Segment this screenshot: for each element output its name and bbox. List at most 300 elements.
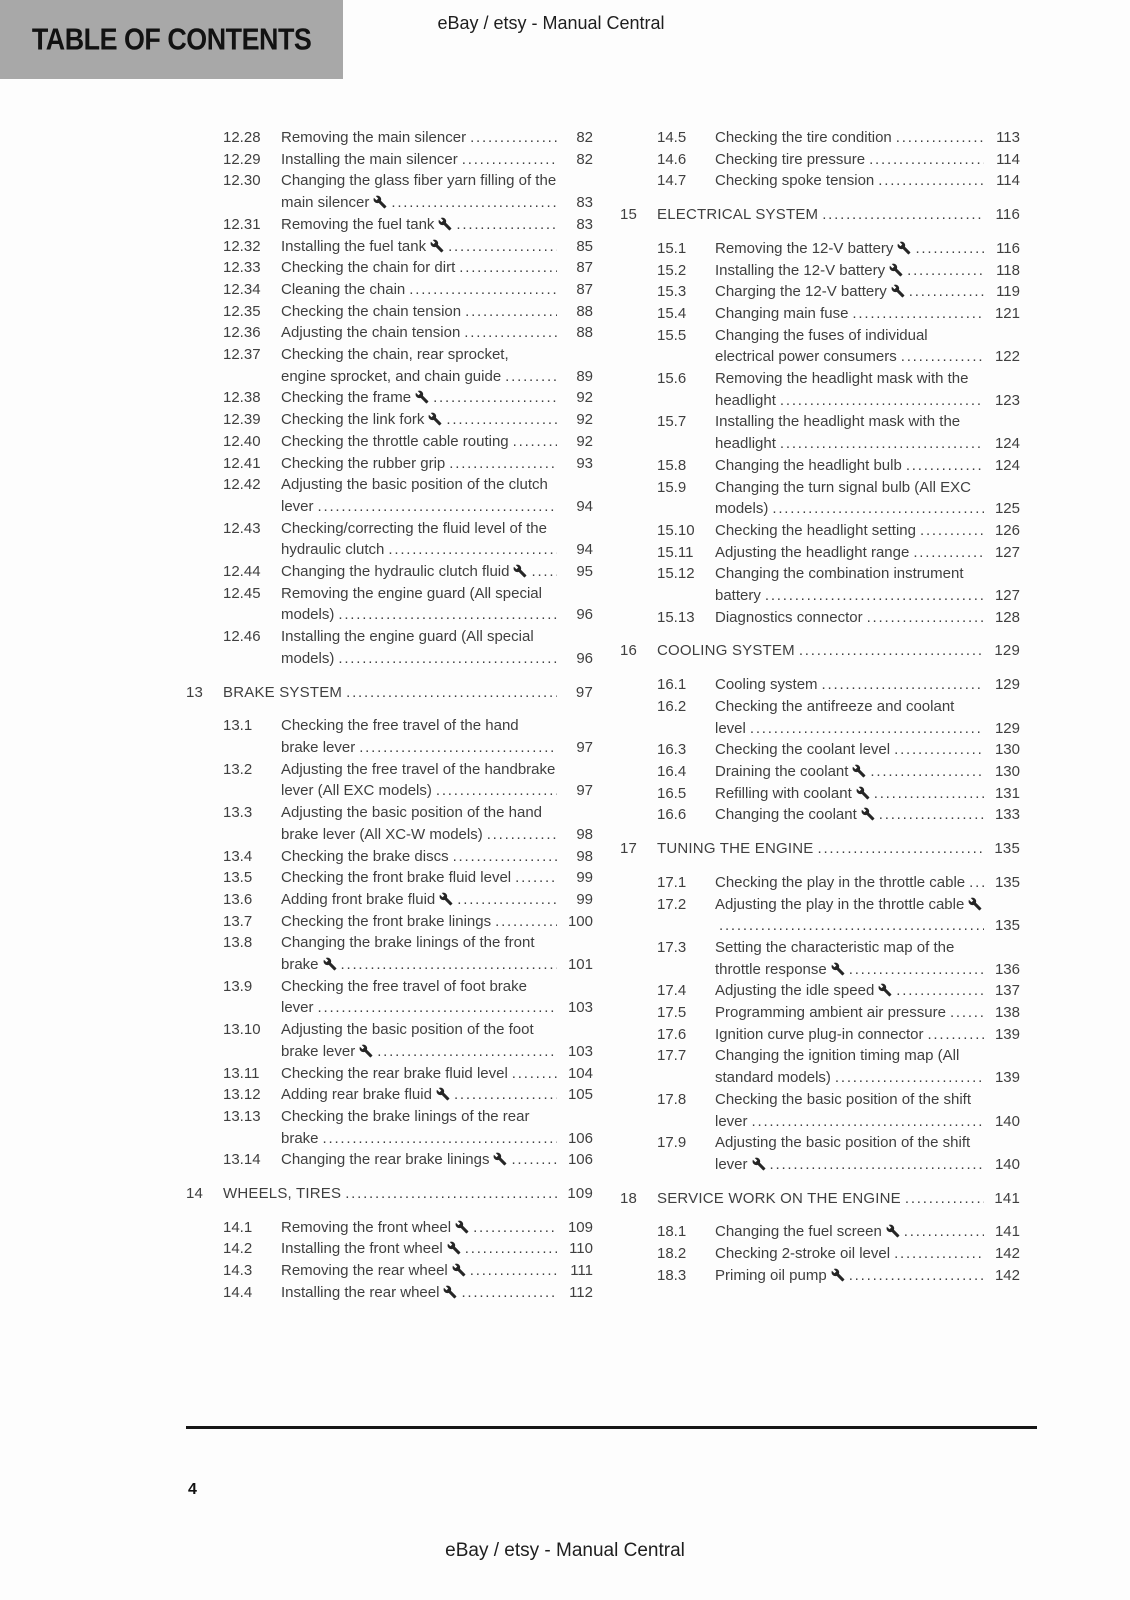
toc-entry-title-text: Checking the headlight setting [715, 521, 916, 539]
toc-entry-title [715, 170, 984, 192]
toc-entry-title [715, 455, 984, 477]
toc-entry-title [715, 674, 984, 696]
toc-entry-row [186, 1019, 593, 1062]
toc-entry-row [186, 279, 593, 301]
toc-entry-title [281, 561, 557, 583]
toc-entry-title [281, 759, 557, 802]
toc-entry-number: 15 [620, 206, 638, 224]
toc-entry-title-text: Changing the turn signal bulb (All EXC models) [715, 478, 971, 518]
toc-entry-page: 97 [575, 683, 593, 701]
toc-entry-number: 12.28 [223, 129, 261, 146]
toc-entry-number: 12.31 [223, 215, 261, 233]
toc-entry-title [715, 260, 984, 282]
toc-entry-number: 15.8 [657, 456, 687, 474]
toc-entry-number: 12.32 [223, 237, 261, 255]
wrench-icon [831, 1268, 845, 1282]
wrench-icon [856, 786, 870, 800]
toc-entry-number: 13.1 [223, 717, 253, 735]
toc-entry-row [186, 561, 593, 583]
toc-entry-title-text: Ignition curve plug-in connector [715, 1025, 924, 1043]
toc-entry-number: 13.12 [223, 1086, 261, 1104]
wrench-icon [493, 1152, 507, 1166]
toc-entry-row [620, 1265, 1020, 1287]
toc-entry-title-text: Adding rear brake fluid [281, 1086, 432, 1104]
toc-entry-page: 112 [569, 1283, 593, 1301]
toc-entry-title-text: Checking the chain for dirt [281, 259, 456, 277]
wrench-icon [447, 1241, 461, 1255]
wrench-icon [373, 195, 387, 209]
toc-entry-title [281, 867, 557, 889]
toc-entry-title-text: Removing the headlight mask with the headlight [715, 370, 969, 409]
toc-entry-title [281, 715, 557, 758]
toc-entry-title-text: Cooling system [715, 676, 818, 694]
toc-entry-row [620, 325, 1020, 368]
wrench-icon [889, 263, 903, 277]
toc-entry-title [715, 804, 984, 826]
toc-entry-title-text: Changing the fuel screen [715, 1223, 882, 1241]
toc-entry-number: 17.8 [657, 1090, 687, 1108]
toc-entry-number: 15.12 [657, 565, 695, 583]
toc-entry-page: 83 [576, 194, 593, 212]
toc-entry-title [715, 783, 984, 805]
toc-entry-page: 93 [576, 454, 593, 472]
toc-entry-title [281, 409, 557, 431]
toc-entry-title [715, 1089, 984, 1132]
toc-entry-number: 17.1 [657, 873, 687, 891]
toc-entry-title-text: Checking the throttle cable routing [281, 432, 509, 450]
toc-entry-row [186, 759, 593, 802]
toc-entry-row [186, 431, 593, 453]
toc-entry-row [620, 520, 1020, 542]
toc-entry-row [620, 872, 1020, 894]
toc-entry-title-text: Installing the rear wheel [281, 1283, 440, 1301]
toc-entry-row [186, 1260, 593, 1282]
toc-entry-page: 111 [570, 1262, 593, 1280]
toc-entry-number: 12.43 [223, 519, 261, 537]
wrench-icon [428, 412, 442, 426]
toc-entry-number: 13.8 [223, 934, 253, 952]
toc-entry-page: 92 [576, 411, 593, 429]
toc-entry-row [186, 583, 593, 626]
toc-entry-row [620, 260, 1020, 282]
toc-entry-title [715, 1265, 984, 1287]
toc-entry-page: 125 [994, 500, 1020, 518]
toc-entry-page: 139 [994, 1025, 1020, 1043]
toc-entry-number: 13.2 [223, 760, 253, 778]
toc-entry-title [281, 518, 557, 561]
toc-entry-title-text: Checking tire pressure [715, 150, 866, 168]
toc-entry-row [620, 411, 1020, 454]
toc-entry-title-text: Removing the 12-V battery [715, 239, 894, 257]
toc-entry-number: 18.3 [657, 1266, 687, 1284]
toc-entry-page: 100 [567, 912, 593, 930]
toc-entry-title [715, 368, 984, 411]
wrench-icon [443, 1285, 457, 1299]
toc-entry-number: 12.37 [223, 346, 261, 364]
toc-entry-title-text: Changing the rear brake linings [281, 1151, 490, 1169]
toc-entry-page: 85 [576, 237, 593, 255]
toc-entry-page: 103 [567, 999, 593, 1017]
toc-entry-page: 103 [567, 1042, 593, 1060]
toc-entry-row [186, 518, 593, 561]
toc-entry-title-text: Checking spoke tension [715, 172, 875, 190]
toc-entry-title [281, 802, 557, 845]
toc-entry-page: 114 [996, 150, 1020, 168]
toc-entry-row [620, 696, 1020, 739]
toc-entry-title-text: Adjusting the basic position of the shift lever [715, 1134, 971, 1173]
toc-entry-number: 15.3 [657, 283, 687, 301]
toc-entry-row [186, 1063, 593, 1085]
toc-entry-number: 13.11 [223, 1064, 260, 1082]
toc-entry-page: 94 [576, 497, 593, 515]
toc-entry-row [620, 1132, 1020, 1175]
toc-entry-title [281, 127, 557, 149]
toc-entry-page: 87 [576, 259, 593, 277]
toc-entry-page: 129 [994, 642, 1020, 660]
toc-entry-title [281, 236, 557, 258]
toc-entry-page: 83 [576, 215, 593, 233]
toc-entry-title [715, 1024, 984, 1046]
toc-entry-title [715, 1243, 984, 1265]
toc-entry-number: 14.3 [223, 1262, 253, 1280]
toc-entry-page: 138 [994, 1004, 1020, 1022]
toc-entry-number: 12.33 [223, 259, 261, 277]
toc-entry-page: 127 [994, 543, 1020, 561]
toc-entry-title [281, 1149, 557, 1171]
toc-entry-row [186, 1238, 593, 1260]
toc-entry-page: 101 [567, 956, 593, 974]
toc-entry-title-text: SERVICE WORK ON THE ENGINE [657, 1189, 901, 1207]
toc-entry-page: 82 [576, 129, 593, 146]
toc-entry-title-text: BRAKE SYSTEM [223, 683, 343, 701]
toc-entry-row [620, 477, 1020, 520]
toc-entry-page: 142 [994, 1266, 1020, 1284]
toc-entry-number: 16.4 [657, 762, 687, 780]
toc-entry-page: 128 [994, 608, 1020, 626]
toc-entry-title-text: Checking the rubber grip [281, 454, 446, 472]
toc-entry-number: 18.2 [657, 1245, 687, 1263]
toc-entry-page: 92 [576, 389, 593, 407]
toc-entry-number: 17.2 [657, 895, 687, 913]
toc-entry-page: 114 [996, 172, 1020, 190]
toc-entry-number: 16.1 [657, 676, 687, 694]
toc-entry-title-text: Checking the rear brake fluid level [281, 1064, 508, 1082]
toc-entry-page: 137 [994, 982, 1020, 1000]
toc-entry-page: 136 [994, 960, 1020, 978]
toc-entry-number: 13.4 [223, 847, 253, 865]
toc-entry-number: 14.4 [223, 1283, 253, 1301]
toc-entry-page: 135 [994, 873, 1020, 891]
toc-entry-page: 95 [576, 563, 593, 581]
toc-entry-title [715, 980, 984, 1002]
toc-entry-row [620, 937, 1020, 980]
toc-entry-row [186, 1084, 593, 1106]
toc-entry-number: 16.6 [657, 806, 687, 824]
toc-entry-page: 87 [576, 280, 593, 298]
toc-entry-title-text: Adjusting the headlight range [715, 543, 910, 561]
toc-entry-row [186, 846, 593, 868]
toc-entry-page: 140 [994, 1155, 1020, 1173]
toc-entry-title [281, 1217, 557, 1239]
toc-entry-page: 123 [994, 391, 1020, 409]
toc-entry-row [620, 980, 1020, 1002]
toc-entry-row [186, 149, 593, 171]
toc-entry-row [620, 455, 1020, 477]
toc-entry-number: 16.2 [657, 697, 687, 715]
toc-entry-row [186, 236, 593, 258]
toc-entry-number: 17.3 [657, 938, 687, 956]
toc-entry-title [281, 1260, 557, 1282]
toc-entry-number: 13.14 [223, 1151, 261, 1169]
toc-entry-page: 129 [994, 719, 1020, 737]
toc-entry-title-text: TUNING THE ENGINE [657, 840, 814, 858]
toc-entry-title [715, 1221, 984, 1243]
toc-entry-number: 13.5 [223, 869, 253, 887]
toc-entry-title [657, 204, 984, 226]
toc-entry-page: 88 [576, 302, 593, 320]
toc-entry-number: 17.9 [657, 1134, 687, 1152]
toc-entry-row [620, 674, 1020, 696]
toc-entry-row [620, 542, 1020, 564]
toc-entry-number: 12.46 [223, 628, 261, 646]
toc-entry-title-text: Installing the engine guard (All special models) [281, 628, 534, 667]
wrench-icon [852, 764, 866, 778]
toc-entry-title-text: Changing the headlight bulb [715, 456, 902, 474]
toc-entry-title-text: COOLING SYSTEM [657, 642, 795, 660]
toc-entry-page: 116 [996, 239, 1020, 257]
toc-entry-title [281, 932, 557, 975]
toc-entry-row [620, 563, 1020, 606]
toc-entry-title-text: Checking the link fork [281, 411, 425, 429]
toc-entry-title-text: Adjusting the chain tension [281, 324, 461, 342]
toc-entry-page: 97 [576, 738, 593, 756]
toc-entry-row [620, 1045, 1020, 1088]
toc-entry-number: 17 [620, 840, 638, 858]
toc-entry-title [715, 739, 984, 761]
toc-entry-title-text: Checking 2-stroke oil level [715, 1245, 891, 1263]
toc-entry-title [281, 1106, 557, 1149]
toc-entry-title-text: Changing main fuse [715, 304, 849, 322]
toc-entry-row [186, 127, 593, 149]
toc-entry-page: 119 [996, 283, 1020, 301]
toc-chapter-row [186, 682, 593, 704]
toc-entry-title-text: Refilling with coolant [715, 784, 852, 802]
toc-entry-row [620, 894, 1020, 937]
toc-entry-title-text: Checking the brake linings of the rear brake [281, 1107, 530, 1147]
toc-entry-number: 15.6 [657, 370, 687, 388]
toc-entry-number: 17.7 [657, 1047, 687, 1065]
toc-entry-row [620, 804, 1020, 826]
toc-entry-title-text: Installing the front wheel [281, 1240, 443, 1258]
toc-entry-page: 106 [567, 1129, 593, 1147]
toc-entry-row [186, 1106, 593, 1149]
toc-entry-page: 139 [994, 1069, 1020, 1087]
toc-entry-title [715, 761, 984, 783]
toc-entry-title [657, 1188, 984, 1210]
toc-entry-title [715, 1002, 984, 1024]
wrench-icon [439, 892, 453, 906]
wrench-icon [438, 217, 452, 231]
toc-entry-number: 12.40 [223, 432, 261, 450]
toc-entry-title-text: Checking the free travel of the hand brake lever [281, 717, 519, 756]
toc-entry-page: 96 [576, 649, 593, 667]
toc-entry-page: 104 [567, 1064, 593, 1082]
page-number: 4 [188, 1481, 197, 1498]
toc-entry-row [186, 626, 593, 669]
toc-entry-page: 92 [576, 432, 593, 450]
toc-entry-title [281, 626, 557, 669]
toc-entry-title [281, 149, 557, 171]
toc-entry-number: 12.39 [223, 411, 261, 429]
toc-entry-number: 13.13 [223, 1107, 261, 1125]
toc-entry-page: 127 [994, 587, 1020, 605]
toc-entry-title [715, 696, 984, 739]
toc-entry-page: 124 [994, 435, 1020, 453]
wrench-icon [897, 241, 911, 255]
toc-entry-title [281, 1019, 557, 1062]
toc-entry-number: 16.5 [657, 784, 687, 802]
toc-entry-title-text: Checking the basic position of the shift lever [715, 1090, 971, 1130]
toc-entry-number: 16.3 [657, 741, 687, 759]
toc-entry-page: 88 [576, 324, 593, 342]
toc-entry-title [715, 542, 984, 564]
toc-entry-number: 12.38 [223, 389, 261, 407]
toc-entry-row [620, 1002, 1020, 1024]
wrench-icon [831, 962, 845, 976]
toc-entry-title [715, 563, 984, 606]
toc-entry-title-text: Removing the rear wheel [281, 1262, 448, 1280]
toc-chapter-row [620, 204, 1020, 226]
toc-entry-title [281, 889, 557, 911]
toc-entry-row [186, 387, 593, 409]
toc-entry-number: 15.1 [657, 239, 687, 257]
toc-entry-title [715, 520, 984, 542]
toc-entry-page: 98 [576, 847, 593, 865]
toc-entry-number: 15.9 [657, 478, 687, 496]
toc-entry-number: 17.6 [657, 1025, 687, 1043]
toc-entry-row [186, 1217, 593, 1239]
toc-entry-title [281, 583, 557, 626]
toc-entry-row [620, 170, 1020, 192]
toc-chapter-row [620, 1188, 1020, 1210]
toc-entry-number: 14.2 [223, 1240, 253, 1258]
toc-entry-title [715, 607, 984, 629]
toc-entry-number: 15.2 [657, 261, 687, 279]
toc-entry-title-text: Adjusting the basic position of the hand brake lever (All XC-W models) [281, 804, 543, 843]
toc-entry-title-text: Adding front brake fluid [281, 890, 436, 908]
toc-entry-number: 12.30 [223, 172, 261, 190]
toc-entry-title-text: Checking the brake discs [281, 847, 449, 865]
toc-entry-row [186, 409, 593, 431]
toc-entry-title [281, 453, 557, 475]
toc-entry-title [281, 344, 557, 387]
toc-entry-title [281, 911, 557, 933]
toc-entry-row [186, 322, 593, 344]
toc-entry-title [715, 1045, 984, 1088]
wrench-icon [861, 807, 875, 821]
toc-entry-number: 12.44 [223, 563, 261, 581]
toc-entry-title-text: Cleaning the chain [281, 280, 406, 298]
toc-entry-title-text: Changing the brake linings of the front brake [281, 934, 535, 974]
toc-entry-title-text: WHEELS, TIRES [223, 1185, 342, 1203]
toc-entry-title [715, 281, 984, 303]
toc-entry-page: 126 [994, 521, 1020, 539]
toc-entry-page: 133 [994, 806, 1020, 824]
toc-entry-row [186, 214, 593, 236]
wrench-icon [415, 390, 429, 404]
toc-entry-title-text: Adjusting the basic position of the clutch lever [281, 476, 548, 515]
toc-entry-page: 141 [994, 1189, 1020, 1207]
toc-entry-title [715, 127, 984, 149]
toc-entry-page: 97 [576, 782, 593, 800]
toc-entry-row [620, 149, 1020, 171]
toc-entry-page: 106 [567, 1151, 593, 1169]
toc-entry-title [715, 894, 984, 937]
toc-entry-title [281, 301, 557, 323]
toc-entry-number: 17.4 [657, 982, 687, 1000]
toc-entry-number: 14.5 [657, 129, 687, 146]
toc-entry-row [620, 1024, 1020, 1046]
toc-entry-number: 15.10 [657, 521, 695, 539]
wrench-icon [323, 957, 337, 971]
toc-entry-title-text: Adjusting the free travel of the handbrake lever (All EXC models) [281, 760, 556, 800]
toc-entry-title [281, 387, 557, 409]
toc-entry-page: 118 [996, 261, 1020, 279]
toc-entry-page: 141 [994, 1223, 1020, 1241]
toc-chapter-row [620, 838, 1020, 860]
toc-entry-number: 12.41 [223, 454, 261, 472]
toc-entry-row [620, 607, 1020, 629]
toc-entry-title-text: Adjusting the basic position of the foot brake lever [281, 1021, 534, 1060]
toc-entry-row [620, 238, 1020, 260]
toc-entry-title [715, 872, 984, 894]
toc-entry-title [281, 976, 557, 1019]
toc-entry-number: 14 [186, 1185, 204, 1203]
wrench-icon [886, 1224, 900, 1238]
toc-entry-page: 129 [994, 676, 1020, 694]
toc-entry-title [715, 477, 984, 520]
toc-entry-title-text: Checking the front brake linings [281, 912, 492, 930]
toc-entry-title-text: Removing the front wheel [281, 1218, 452, 1236]
toc-entry-title-text: Installing the 12-V battery [715, 261, 886, 279]
toc-entry-number: 18 [620, 1189, 638, 1207]
toc-entry-title-text: Checking the frame [281, 389, 412, 407]
toc-entry-title-text: Removing the main silencer [281, 129, 467, 146]
toc-entry-number: 15.5 [657, 326, 687, 344]
toc-entry-row [620, 127, 1020, 149]
toc-entry-row [186, 170, 593, 213]
toc-entry-page: 89 [576, 367, 593, 385]
toc-entry-row [186, 802, 593, 845]
toc-entry-page: 135 [994, 840, 1020, 858]
toc-entry-page: 124 [994, 456, 1020, 474]
toc-entry-page: 116 [995, 206, 1020, 224]
toc-entry-title-text: ELECTRICAL SYSTEM [657, 206, 819, 224]
toc-entry-row [620, 303, 1020, 325]
toc-entry-row [186, 889, 593, 911]
toc-entry-row [620, 281, 1020, 303]
toc-entry-page: 82 [576, 150, 593, 168]
toc-entry-number: 13 [186, 683, 204, 701]
toc-entry-title-text: Installing the fuel tank [281, 237, 427, 255]
toc-entry-title-text: Checking the chain, rear sprocket, engine sprocket, and chain guide [281, 346, 509, 385]
toc-entry-title-text: Adjusting the idle speed [715, 982, 875, 1000]
toc-entry-title [281, 257, 557, 279]
toc-entry-row [620, 1243, 1020, 1265]
toc-entry-page: 113 [996, 129, 1020, 146]
toc-entry-title [281, 1282, 557, 1304]
toc-entry-number: 13.9 [223, 977, 253, 995]
